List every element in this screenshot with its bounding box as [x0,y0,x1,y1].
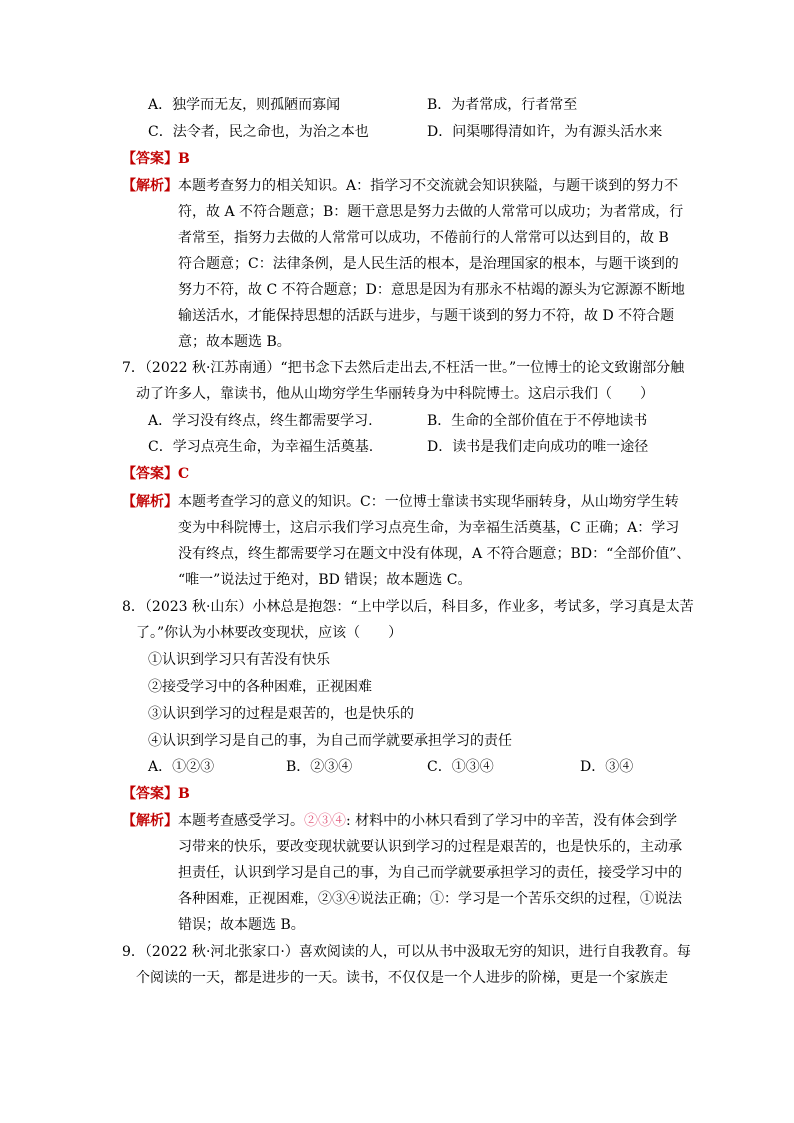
q8-analysis-line-2: 担责任，认识到学习是自己的事，为自己而学就要承担学习的责任，接受学习中的 [178,865,682,881]
q7-option-a: A．学习没有终点，终生都需要学习. [148,413,373,429]
q6-analysis-line-6: 意；故本题选 B。 [178,334,291,350]
answer-label: 【答案】 [122,151,178,167]
q8-analysis-line-4: 错误；故本题选 B。 [178,917,305,933]
q8-item-2: ②接受学习中的各种困难，正视困难 [148,679,372,695]
q8-stem-line-1: 了。”你认为小林要改变现状，应该（ ） [136,625,403,641]
q7-analysis-line-0: 本题考查学习的意义的知识。C：一位博士靠读书实现华丽转身，从山坳穷学生转 [178,494,679,510]
q6-analysis-line-3: 符合题意；C：法律条例，是人民生活的根本，是治理国家的根本，与题干谈到的 [178,256,679,272]
q6-analysis-line-0: 本题考查努力的相关知识。A：指学习不交流就会知识狭隘，与题干谈到的努力不 [178,178,679,194]
q7-analysis-line-2: 没有终点，终生都需要学习在题文中没有体现，A 不符合题意；BD：“全部价值”、 [178,546,691,562]
q7-analysis-label: 【解析】本题考查学习的意义的知识。C：一位博士靠读书实现华丽转身，从山坳穷学生转 [122,494,679,510]
answer-value: B [178,151,190,167]
q6-analysis-line-1: 符，故 A 不符合题意；B：题干意思是努力去做的人常常可以成功；为者常成，行 [178,204,684,220]
q7-analysis-line-1: 变为中科院博士，这启示我们学习点亮生命，为幸福生活奠基，C 正确；A：学习 [178,520,680,536]
q7-option-b: B．生命的全部价值在于不停地读书 [427,413,648,429]
q8-analysis-label: 【解析】本题考查感受学习。②③④: 材料中的小林只看到了学习中的辛苦，没有体会到学 [122,813,678,829]
q7-option-d: D．读书是我们走向成功的唯一途径 [427,439,649,455]
q6-option-c: C．法令者，民之命也，为治之本也 [148,124,369,140]
q8-option-b: B．②③④ [286,759,353,775]
q7-answer: 【答案】C [122,466,190,482]
q7-analysis-line-3: “唯一”说法过于绝对，BD 错误；故本题选 C。 [178,572,472,588]
q6-analysis-label: 【解析】本题考查努力的相关知识。A：指学习不交流就会知识狭隘，与题干谈到的努力不 [122,178,679,194]
q7-option-c: C．学习点亮生命，为幸福生活奠基. [148,439,374,455]
q8-option-d: D．③④ [580,759,634,775]
q8-item-3: ③认识到学习的过程是艰苦的，也是快乐的 [148,706,414,722]
q8-option-a: A．①②③ [148,759,215,775]
q8-analysis-line-1: 习带来的快乐，要改变现状就要认识到学习的过程是艰苦的，也是快乐的，主动承 [178,839,682,855]
q6-answer [122,146,190,172]
q8-item-4: ④认识到学习是自己的事，为自己而学就要承担学习的责任 [148,733,512,749]
q6-option-b: B．为者常成，行者常至 [427,97,578,113]
q9-stem-line-0: 9．（2022 秋·河北张家口·）喜欢阅读的人，可以从书中汲取无穷的知识，进行自我教育。每 [122,944,691,960]
q8-analysis-line-0b: ②③④ [304,813,346,829]
q8-answer: 【答案】B [122,786,190,802]
q6-analysis-line-2: 者常至，指努力去做的人常常可以成功，不倦前行的人常常可以达到目的，故 B [178,230,669,246]
q8-option-c: C．①③④ [427,759,494,775]
q7-stem-line-1: 动了许多人，靠读书，他从山坳穷学生华丽转身为中科院博士。这启示我们（ ） [136,386,654,402]
q6-option-a: A．独学而无友，则孤陋而寡闻 [148,97,341,113]
q8-analysis-line-0c: : 材料中的小林只看到了学习中的辛苦，没有体会到学 [346,813,678,829]
q9-stem-line-1: 个阅读的一天，都是进步的一天。读书，不仅仅是一个人进步的阶梯，更是一个家族走 [136,970,668,986]
q6-analysis-line-4: 努力不符，故 C 不符合题意；D：意思是因为有那永不枯竭的源头为它源源不断地 [178,282,685,298]
q6-option-d: D．问渠哪得清如许，为有源头活水来 [427,124,663,140]
q8-analysis-line-0a: 本题考查感受学习。 [178,813,304,829]
q8-stem-line-0: 8．（2023 秋·山东）小林总是抱怨：“上中学以后，科目多，作业多，考试多，学习真是太苦 [122,599,694,615]
q7-stem-line-0: 7．（2022 秋·江苏南通）“把书念下去然后走出去,不枉活一世。”一位博士的论文致谢部分触 [122,360,685,376]
q6-analysis-line-5: 输送活水，才能保持思想的活跃与进步，与题干谈到的努力不符，故 D 不符合题 [178,308,675,324]
q8-analysis-line-3: 各种困难，正视困难，②③④说法正确；①：学习是一个苦乐交织的过程，①说法 [178,891,682,907]
q8-item-1: ①认识到学习只有苦没有快乐 [148,652,330,668]
